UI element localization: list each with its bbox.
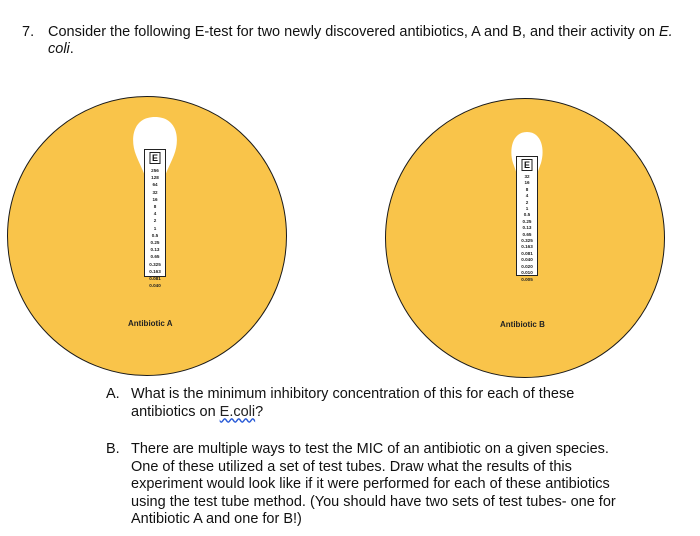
part-a-text xyxy=(131,386,574,421)
question-text-main: Consider the following E-test for two newly discovered antibiotics, A and B, and their activity on xyxy=(48,24,659,40)
scale-b-10: 0.325 xyxy=(521,238,533,244)
part-b-line-5: Antibiotic A and one for B!) xyxy=(131,511,302,527)
scale-b-9: 0.65 xyxy=(522,231,532,237)
strip-logo-a: E xyxy=(150,152,161,164)
scale-a-8: 1 xyxy=(153,225,157,231)
part-a-line-2 xyxy=(131,404,574,422)
scale-a-2: 64 xyxy=(152,182,158,188)
ecoli-term: E.coli xyxy=(219,403,256,420)
etest-strip-b xyxy=(516,156,538,282)
scale-a-4: 16 xyxy=(152,196,158,202)
scale-b-0: 32 xyxy=(524,174,530,179)
scale-a-12: 0.65 xyxy=(150,254,160,260)
scale-b-3: 4 xyxy=(525,193,529,199)
scale-b-15: 0.010 xyxy=(521,270,533,276)
part-a-line-1: What is the minimum inhibitory concentration of this for each of these xyxy=(131,386,575,402)
scale-b-2: 8 xyxy=(525,186,529,192)
scale-b-6: 0.5 xyxy=(523,212,531,218)
part-b-line-3: experiment would look like if it were performed for each of these antibiotics xyxy=(131,476,610,492)
scale-a-9: 0.5 xyxy=(151,232,159,238)
scale-a-7: 2 xyxy=(153,218,157,224)
part-b-line-1: There are multiple ways to test the MIC of an antibiotic on a given species. xyxy=(131,441,609,457)
scale-a-5: 8 xyxy=(153,204,157,210)
question-text-end: . xyxy=(69,41,74,57)
scale-a-0: 256 xyxy=(151,168,159,173)
scale-a-11: 0.13 xyxy=(150,247,160,253)
part-a-line-2-end: ? xyxy=(255,403,264,420)
part-a-line-2-text: antibiotics on xyxy=(131,403,220,420)
scale-a-16: 0.040 xyxy=(149,283,161,289)
scale-a-3: 32 xyxy=(152,189,158,195)
scale-b-11: 0.163 xyxy=(521,244,533,250)
scale-b-16: 0.005 xyxy=(521,276,533,282)
scale-b-12: 0.081 xyxy=(521,250,533,256)
scale-a-14: 0.163 xyxy=(149,268,161,274)
part-b-line-2: One of these utilized a set of test tubes. Draw what the results of this xyxy=(131,458,572,475)
scale-a-6: 4 xyxy=(153,211,157,217)
part-b-letter: B. xyxy=(106,441,120,457)
scale-b-5: 1 xyxy=(525,206,529,212)
scale-a-15: 0.081 xyxy=(149,276,161,282)
plate-label-a: Antibiotic A xyxy=(128,319,173,328)
strip-scale-b xyxy=(517,174,537,283)
scale-a-10: 0.25 xyxy=(150,240,160,246)
scale-b-1: 16 xyxy=(524,180,530,186)
question-number: 7. xyxy=(22,24,35,40)
organism-name: E. coli xyxy=(48,24,673,57)
part-a-letter: A. xyxy=(106,386,120,402)
strip-logo-b: E xyxy=(522,159,533,171)
part-b-line-4: using the test tube method. (You should have two sets of test tubes- one for xyxy=(131,493,616,510)
scale-a-13: 0.325 xyxy=(149,261,161,267)
plate-label-b: Antibiotic B xyxy=(500,320,545,329)
scale-b-14: 0.020 xyxy=(521,263,533,269)
part-b-text xyxy=(131,441,616,529)
scale-b-7: 0.25 xyxy=(522,218,532,224)
scale-a-1: 128 xyxy=(151,175,159,181)
scale-b-4: 2 xyxy=(525,199,529,205)
scale-b-13: 0.040 xyxy=(521,257,533,263)
scale-b-8: 0.13 xyxy=(522,225,532,231)
